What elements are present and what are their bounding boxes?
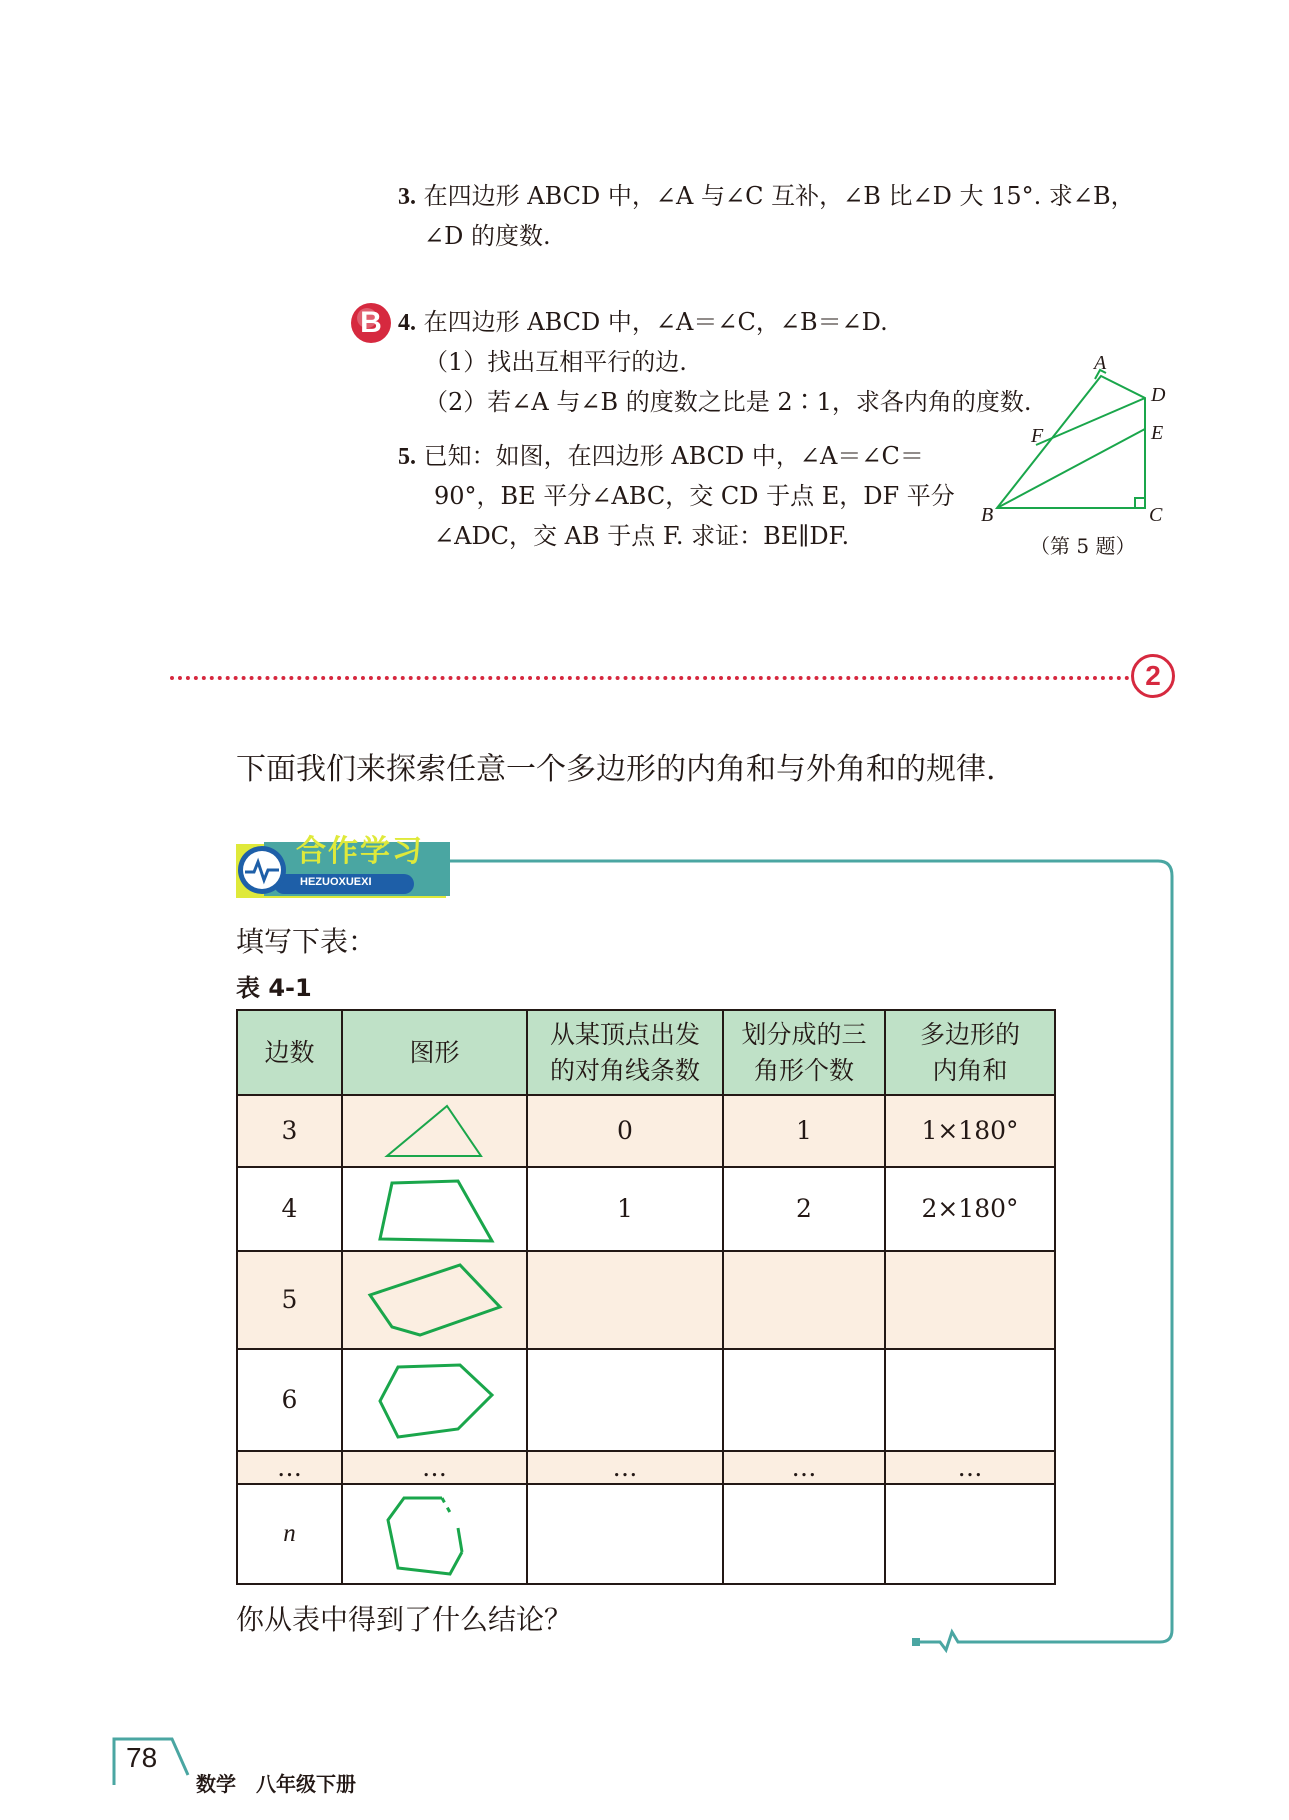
cell-shape — [342, 1167, 527, 1251]
cell-sides: … — [237, 1451, 342, 1484]
cell-sides: 3 — [237, 1095, 342, 1167]
cell-angle-sum: 2×180° — [885, 1167, 1055, 1251]
n-gon-shape-icon — [380, 1490, 490, 1578]
cell-diagonals — [527, 1484, 723, 1584]
section-number-circle: 2 — [1131, 654, 1175, 698]
page-number: 78 — [126, 1742, 158, 1773]
problem-4-line1: 在四边形 ABCD 中，∠A＝∠C，∠B＝∠D. — [423, 308, 888, 336]
cell-shape: … — [342, 1451, 527, 1484]
cell-angle-sum — [885, 1251, 1055, 1349]
cell-shape — [342, 1095, 527, 1167]
fig-label-e: E — [1151, 422, 1164, 444]
cell-shape — [342, 1484, 527, 1584]
cell-triangles: 1 — [723, 1095, 885, 1167]
table-row — [237, 1451, 1055, 1484]
header-sides — [237, 1010, 342, 1095]
problem-3-line2: ∠D 的度数. — [424, 222, 551, 250]
hexagon-shape-icon — [370, 1355, 500, 1445]
coop-banner-pinyin: HEZUOXUEXI — [300, 876, 372, 888]
triangle-shape-icon — [375, 1098, 495, 1164]
intro-text: 下面我们来探索任意一个多边形的内角和与外角和的规律. — [236, 752, 996, 787]
table-row — [237, 1251, 1055, 1349]
problem-5-line1: 已知：如图，在四边形 ABCD 中，∠A＝∠C＝ — [423, 442, 924, 470]
header-diagonals-line2: 的对角线条数 — [549, 1055, 700, 1085]
cell-diagonals: 1 — [527, 1167, 723, 1251]
problem-4-part1: （1）找出互相平行的边. — [424, 348, 687, 376]
header-diagonals — [527, 1010, 723, 1095]
table-header-row — [237, 1010, 1055, 1095]
cell-sides: 5 — [237, 1251, 342, 1349]
fig-label-a: A — [1094, 352, 1107, 374]
cell-angle-sum: … — [885, 1451, 1055, 1484]
cell-diagonals: 0 — [527, 1095, 723, 1167]
header-sides-line1: 边数 — [264, 1037, 315, 1067]
cell-diagonals — [527, 1349, 723, 1451]
cell-sides: 4 — [237, 1167, 342, 1251]
cell-sides: n — [237, 1484, 342, 1584]
table-row — [237, 1167, 1055, 1251]
cell-triangles — [723, 1484, 885, 1584]
header-diagonals-line1: 从某顶点出发 — [549, 1019, 700, 1049]
cell-sides: 6 — [237, 1349, 342, 1451]
problem-3-number: 3. — [398, 184, 416, 210]
cell-diagonals — [527, 1251, 723, 1349]
quadrilateral-shape-icon — [370, 1171, 500, 1247]
cell-triangles: 2 — [723, 1167, 885, 1251]
table-row — [237, 1484, 1055, 1584]
cell-angle-sum — [885, 1484, 1055, 1584]
figure-5-caption: （第 5 题） — [1030, 534, 1136, 558]
fig-label-b: B — [981, 504, 994, 526]
table-caption: 表 4-1 — [236, 974, 312, 1002]
header-angle-sum-line2: 内角和 — [932, 1055, 1008, 1085]
coop-banner-title: 合作学习 — [296, 834, 424, 869]
header-shape-line1: 图形 — [409, 1037, 460, 1067]
cell-triangles — [723, 1349, 885, 1451]
problem-3-line1: 在四边形 ABCD 中，∠A 与∠C 互补，∠B 比∠D 大 15°. 求∠B， — [423, 182, 1135, 210]
problem-4-number: 4. — [398, 310, 416, 336]
problem-5-line3: ∠ADC，交 AB 于点 F. 求证：BE∥DF. — [434, 522, 850, 550]
header-shape — [342, 1010, 527, 1095]
pentagon-shape-icon — [360, 1257, 510, 1343]
cell-shape — [342, 1349, 527, 1451]
cell-angle-sum: 1×180° — [885, 1095, 1055, 1167]
cell-triangles: … — [723, 1451, 885, 1484]
cell-angle-sum — [885, 1349, 1055, 1451]
table-row — [237, 1349, 1055, 1451]
problem-4-part2: （2）若∠A 与∠B 的度数之比是 2∶1，求各内角的度数. — [424, 388, 1032, 416]
cell-triangles — [723, 1251, 885, 1349]
header-angle-sum — [885, 1010, 1055, 1095]
fig-label-d: D — [1151, 384, 1166, 406]
instruction-text: 填写下表： — [236, 925, 377, 958]
cell-diagonals: … — [527, 1451, 723, 1484]
fig-label-c: C — [1149, 504, 1163, 526]
header-triangles-line2: 角形个数 — [753, 1055, 854, 1085]
fig-label-f: F — [1031, 425, 1044, 447]
problem-5-number: 5. — [398, 444, 416, 470]
header-triangles — [723, 1010, 885, 1095]
table-row — [237, 1095, 1055, 1167]
header-triangles-line1: 划分成的三 — [741, 1019, 867, 1049]
cell-shape — [342, 1251, 527, 1349]
level-b-label: B — [360, 306, 382, 339]
problem-5-line2: 90°，BE 平分∠ABC，交 CD 于点 E，DF 平分 — [434, 482, 955, 510]
table-4-1 — [236, 1009, 1056, 1585]
question-text: 你从表中得到了什么结论？ — [236, 1603, 573, 1636]
header-angle-sum-line1: 多边形的 — [919, 1019, 1020, 1049]
book-title: 数学 八年级下册 — [196, 1774, 356, 1796]
